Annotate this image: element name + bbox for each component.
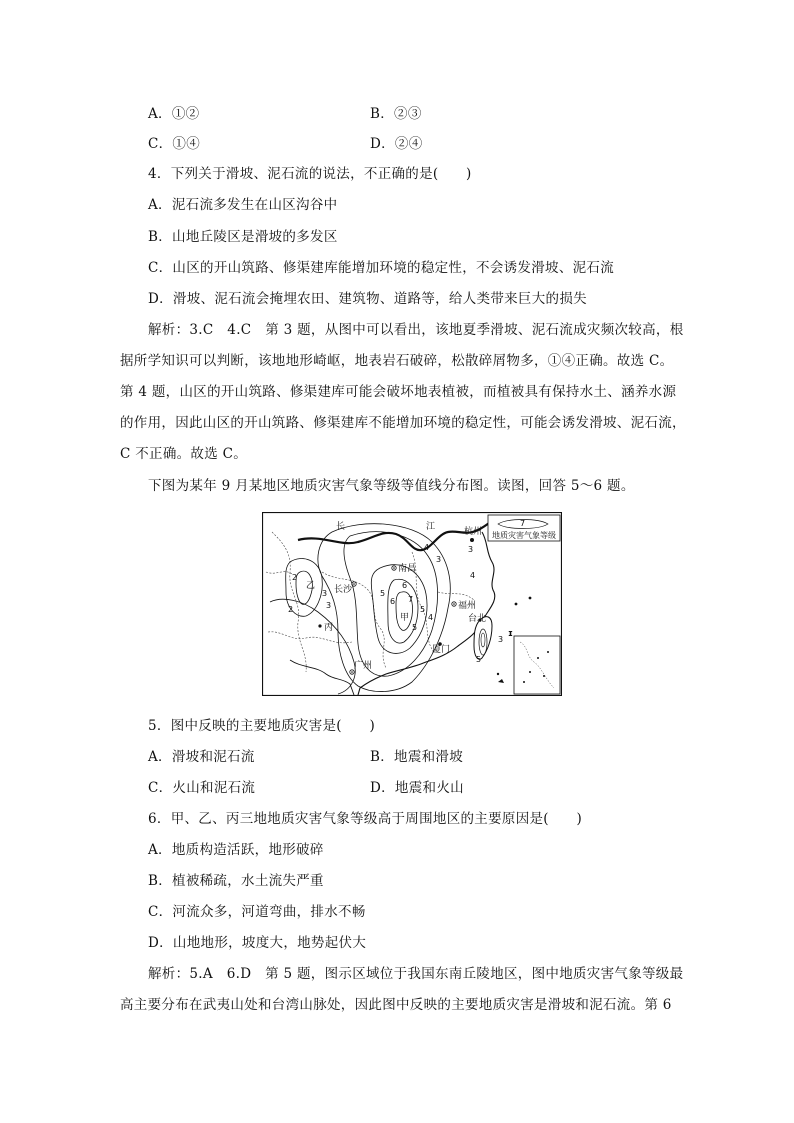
label-yi: 乙 bbox=[306, 581, 316, 591]
q3-option-a: A．①② bbox=[148, 106, 200, 122]
q5-option-d: D．地震和火山 bbox=[370, 780, 464, 796]
analysis-34-line3: 第 4 题，山区的开山筑路、修渠建库可能会破坏地表植被，而植被具有保持水土、涵养水源 bbox=[120, 384, 677, 400]
q3-option-c: C．①④ bbox=[148, 136, 201, 152]
q6-option-c: C．河流众多，河道弯曲，排水不畅 bbox=[148, 904, 366, 920]
hangzhou-marker bbox=[470, 538, 474, 542]
svg-text:3: 3 bbox=[498, 635, 504, 644]
legend-value: 7 bbox=[520, 519, 526, 528]
label-nanchang: 南昌 bbox=[398, 564, 417, 574]
q4-option-b: B．山地丘陵区是滑坡的多发区 bbox=[148, 229, 338, 245]
svg-text:6: 6 bbox=[390, 597, 396, 606]
svg-text:5: 5 bbox=[420, 605, 426, 614]
intro-56: 下图为某年 9 月某地区地质灾害气象等级等值线分布图。读图，回答 5～6 题。 bbox=[148, 478, 635, 494]
q4-option-a: A．泥石流多发生在山区沟谷中 bbox=[148, 197, 338, 213]
analysis-34-line1: 解析：3.C 4.C 第 3 题，从图中可以看出，该地夏季滑坡、泥石流成灾频次较高，根 bbox=[148, 322, 684, 338]
label-hangzhou: 杭州 bbox=[464, 527, 483, 537]
analysis-56-line2: 高主要分布在武夷山处和台湾山脉处，因此图中反映的主要地质灾害是滑坡和泥石流。第 6 bbox=[120, 997, 672, 1013]
svg-text:5: 5 bbox=[412, 623, 418, 632]
label-guangzhou: 广州 bbox=[354, 661, 373, 671]
q3-option-d: D．②④ bbox=[370, 136, 423, 152]
svg-text:4: 4 bbox=[470, 571, 476, 580]
label-xiamen: 厦门 bbox=[432, 645, 451, 655]
label-fuzhou: 福州 bbox=[458, 601, 477, 611]
q5-stem: 5．图中反映的主要地质灾害是( ) bbox=[148, 718, 376, 734]
label-changsha: 长沙 bbox=[334, 585, 353, 595]
svg-text:5: 5 bbox=[380, 589, 386, 598]
q5-option-a: A．滑坡和泥石流 bbox=[148, 749, 255, 765]
analysis-34-line4: 的作用，因此山区的开山筑路、修渠建库不能增加环境的稳定性，可能会诱发滑坡、泥石流， bbox=[120, 415, 686, 431]
svg-text:4: 4 bbox=[424, 543, 430, 552]
q6-stem: 6．甲、乙、丙三地地质灾害气象等级高于周围地区的主要原因是( ) bbox=[148, 811, 583, 827]
svg-text:3: 3 bbox=[436, 555, 442, 564]
analysis-34-line5: C 不正确。故选 C。 bbox=[120, 446, 248, 462]
svg-text:3: 3 bbox=[322, 589, 328, 598]
analysis-56-line1: 解析：5.A 6.D 第 5 题，图示区域位于我国东南丘陵地区，图中地质灾害气象等级最 bbox=[148, 966, 684, 982]
q6-option-a: A．地质构造活跃，地形破碎 bbox=[148, 842, 324, 858]
svg-text:3: 3 bbox=[326, 601, 332, 610]
label-bing: 丙 bbox=[324, 623, 334, 633]
svg-text:ɪ: ɪ bbox=[508, 629, 513, 639]
q5-option-c: C．火山和泥石流 bbox=[148, 780, 256, 796]
analysis-34-line2: 据所学知识可以判断，该地地形崎岖，地表岩石破碎，松散碎屑物多，①④正确。故选 C。 bbox=[120, 353, 674, 369]
svg-text:7: 7 bbox=[408, 595, 414, 604]
inset-map bbox=[514, 636, 560, 694]
q5-option-b: B．地震和滑坡 bbox=[370, 749, 464, 765]
svg-text:3: 3 bbox=[468, 545, 474, 554]
geohazard-isoline-map bbox=[262, 512, 562, 696]
label-taibei: 台北 bbox=[468, 614, 487, 624]
label-changjiang-1: 长 bbox=[336, 522, 346, 532]
svg-text:6: 6 bbox=[402, 581, 408, 590]
q6-option-b: B．植被稀疏，水土流失严重 bbox=[148, 873, 324, 889]
svg-text:2: 2 bbox=[292, 573, 298, 582]
svg-text:4: 4 bbox=[428, 613, 434, 622]
q6-option-d: D．山地地形，坡度大，地势起伏大 bbox=[148, 935, 367, 951]
legend-label: 地质灾害气象等级 bbox=[492, 531, 556, 540]
label-changjiang-2: 江 bbox=[426, 522, 436, 532]
svg-text:2: 2 bbox=[288, 605, 294, 614]
q4-option-d: D．滑坡、泥石流会掩埋农田、建筑物、道路等，给人类带来巨大的损失 bbox=[148, 291, 587, 307]
label-jia: 甲 bbox=[400, 613, 410, 623]
q3-option-b: B．②③ bbox=[370, 106, 422, 122]
q4-stem: 4．下列关于滑坡、泥石流的说法，不正确的是( ) bbox=[148, 166, 472, 182]
svg-text:5: 5 bbox=[476, 655, 482, 664]
q4-option-c: C．山区的开山筑路、修渠建库能增加环境的稳定性，不会诱发滑坡、泥石流 bbox=[148, 260, 615, 276]
